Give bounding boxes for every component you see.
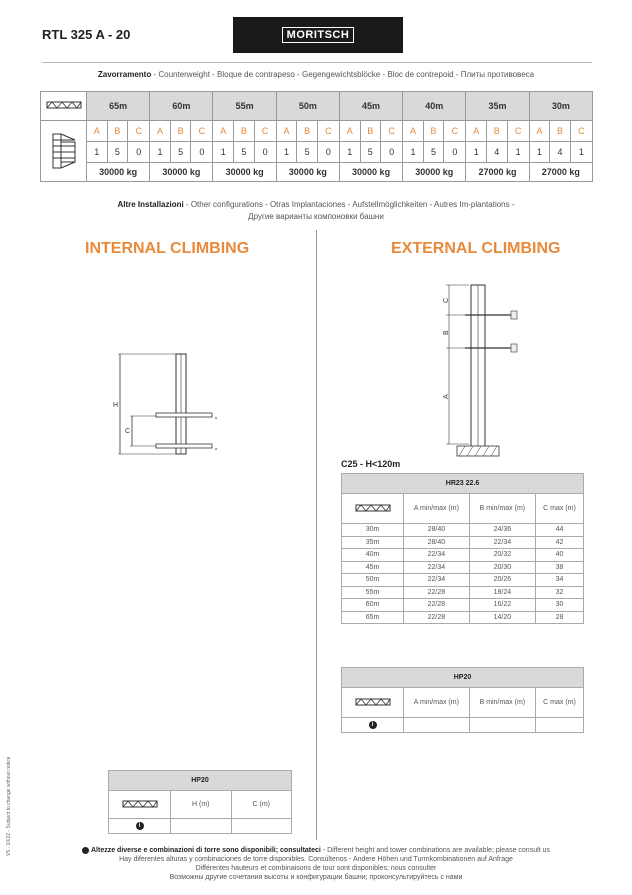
table-cell: 20/30 [469, 561, 535, 574]
external-climbing-title: EXTERNAL CLIMBING [391, 240, 561, 257]
total-weight: 27000 kg [466, 163, 529, 182]
abc-label: C [254, 121, 276, 142]
table-name: HP20 [109, 771, 292, 791]
jib-icon [342, 688, 404, 718]
col-header: C max (m) [536, 494, 584, 524]
side-note: V5 - 10/22 - Subject to change without notice [6, 756, 12, 856]
table-cell: 28 [536, 611, 584, 624]
table-row [342, 586, 584, 599]
other-configs-text: Altre Installazioni - Other configurations - Otras Implantaciones - Aufstellmöglichkeiten - Autres Im-plantations - Другие варианты компоновки башни [117, 200, 515, 221]
block-count: 4 [486, 142, 507, 163]
jib-icon [41, 92, 87, 121]
table-cell: 18/24 [469, 586, 535, 599]
c-label: C [443, 297, 450, 303]
abc-label: B [423, 121, 444, 142]
height-header: 40m [403, 92, 466, 121]
table-cell: 22/28 [404, 586, 470, 599]
table-name: HP20 [342, 668, 584, 688]
block-count: 5 [297, 142, 318, 163]
external-climbing-diagram [435, 282, 525, 460]
header-divider [42, 62, 592, 63]
table-cell: 32 [536, 586, 584, 599]
block-count: 1 [403, 142, 424, 163]
table-cell: 22/34 [404, 574, 470, 587]
table-cell: 22/28 [404, 611, 470, 624]
brand-logo: MORITSCH [233, 17, 403, 53]
abc-label: A [150, 121, 171, 142]
abc-label: B [107, 121, 128, 142]
table-cell: 45m [342, 561, 404, 574]
internal-climbing-title: INTERNAL CLIMBING [85, 240, 250, 257]
table-cell: 30m [342, 524, 404, 537]
height-header: 35m [466, 92, 529, 121]
abc-label: C [381, 121, 403, 142]
abc-label: C [570, 121, 592, 142]
jib-icon [109, 791, 171, 819]
total-weight: 27000 kg [529, 163, 592, 182]
block-count: 1 [87, 142, 108, 163]
height-header: 50m [276, 92, 339, 121]
height-header: 30m [529, 92, 592, 121]
block-count: 5 [107, 142, 128, 163]
hp20-internal-table [108, 770, 292, 834]
block-count: 1 [529, 142, 550, 163]
total-weight: 30000 kg [339, 163, 402, 182]
table-cell: 42 [536, 536, 584, 549]
block-count: 5 [360, 142, 381, 163]
counterweight-table [40, 91, 593, 182]
abc-label: C [128, 121, 150, 142]
total-weight: 30000 kg [213, 163, 276, 182]
info-icon: i [342, 718, 404, 733]
abc-label: A [403, 121, 424, 142]
table-name: HR23 22.6 [342, 474, 584, 494]
abc-label: A [276, 121, 297, 142]
footer-note: Altezze diverse e combinazioni di torre sono disponibili; consultateci - Different height and tower combinations are available; please consult us Hay diferentes alturas y combinaciones de torre disponibles. Consúltenos - Andere Höhen und Turmkombinationen auf Anfrage Différentes hauteurs et combinaisons de tour sont disponibles; nous consulter Возможны другие сочетания высоты и конфигурации башни; проконсультируйтесь с нами [0, 846, 632, 882]
col-header: B min/max (m) [469, 494, 535, 524]
height-header: 45m [339, 92, 402, 121]
table-cell: 30 [536, 599, 584, 612]
jib-icon [342, 494, 404, 524]
hp20-external-table [341, 667, 584, 733]
table-cell: 55m [342, 586, 404, 599]
a-label: A [443, 394, 450, 399]
table-cell: 16/22 [469, 599, 535, 612]
table-cell: 22/28 [404, 599, 470, 612]
abc-label: B [360, 121, 381, 142]
internal-climbing-diagram [110, 350, 230, 460]
table-row [342, 549, 584, 562]
col-header: H (m) [171, 791, 232, 819]
b-label: B [443, 330, 450, 335]
abc-label: C [191, 121, 213, 142]
abc-label: A [87, 121, 108, 142]
abc-label: B [170, 121, 191, 142]
block-count: 0 [381, 142, 403, 163]
table-cell: 28/40 [404, 524, 470, 537]
block-count: 1 [570, 142, 592, 163]
h-label: H [113, 402, 119, 409]
counterweight-icon [41, 121, 87, 182]
height-header: 60m [150, 92, 213, 121]
total-weight: 30000 kg [276, 163, 339, 182]
abc-label: B [234, 121, 255, 142]
block-count: 4 [550, 142, 571, 163]
table-cell: 40 [536, 549, 584, 562]
abc-label: B [550, 121, 571, 142]
abc-label: C [507, 121, 529, 142]
block-count: 0 [444, 142, 466, 163]
table-cell: 50m [342, 574, 404, 587]
table-cell: 40m [342, 549, 404, 562]
c25-label: C25 - H<120m [341, 459, 401, 469]
table-cell: 35m [342, 536, 404, 549]
table-cell: 65m [342, 611, 404, 624]
hr23-table [341, 473, 584, 624]
block-count: 5 [170, 142, 191, 163]
col-header: A min/max (m) [404, 494, 470, 524]
block-count: 0 [128, 142, 150, 163]
col-header: B min/max (m) [469, 688, 535, 718]
block-count: 0 [317, 142, 339, 163]
abc-label: B [486, 121, 507, 142]
info-icon: i [109, 819, 171, 834]
total-weight: 30000 kg [403, 163, 466, 182]
table-row [342, 599, 584, 612]
abc-label: A [213, 121, 234, 142]
column-divider [316, 230, 317, 840]
model-title: RTL 325 A - 20 [42, 27, 131, 42]
abc-label: C [317, 121, 339, 142]
table-cell: 20/32 [469, 549, 535, 562]
col-header: C (m) [231, 791, 292, 819]
block-count: 5 [234, 142, 255, 163]
table-row [342, 561, 584, 574]
abc-label: A [466, 121, 487, 142]
counterweight-title: Zavorramento - Counterweight - Bloque de contrapeso - Gegengewichtsblöcke - Bloc de contrepoid - Плиты противовеса [97, 70, 535, 79]
block-count: 0 [191, 142, 213, 163]
table-cell: 34 [536, 574, 584, 587]
height-header: 55m [213, 92, 276, 121]
block-count: 1 [466, 142, 487, 163]
block-count: 1 [150, 142, 171, 163]
table-cell: 44 [536, 524, 584, 537]
c-label: C [125, 428, 131, 435]
table-cell: 60m [342, 599, 404, 612]
table-row [342, 611, 584, 624]
block-count: 1 [507, 142, 529, 163]
block-count: 1 [339, 142, 360, 163]
col-header: C max (m) [536, 688, 584, 718]
table-row [342, 574, 584, 587]
table-cell: 20/26 [469, 574, 535, 587]
col-header: A min/max (m) [404, 688, 470, 718]
block-count: 5 [423, 142, 444, 163]
table-cell: 22/34 [404, 549, 470, 562]
total-weight: 30000 kg [87, 163, 150, 182]
table-cell: 38 [536, 561, 584, 574]
height-header: 65m [87, 92, 150, 121]
table-cell: 22/34 [404, 561, 470, 574]
abc-label: C [444, 121, 466, 142]
table-cell: 14/20 [469, 611, 535, 624]
table-cell: 22/34 [469, 536, 535, 549]
block-count: 1 [276, 142, 297, 163]
table-row [342, 524, 584, 537]
abc-label: A [339, 121, 360, 142]
table-row [342, 536, 584, 549]
info-icon [82, 847, 89, 854]
abc-label: B [297, 121, 318, 142]
abc-label: A [529, 121, 550, 142]
block-count: 1 [213, 142, 234, 163]
table-cell: 28/40 [404, 536, 470, 549]
total-weight: 30000 kg [150, 163, 213, 182]
table-cell: 24/36 [469, 524, 535, 537]
block-count: 0 [254, 142, 276, 163]
